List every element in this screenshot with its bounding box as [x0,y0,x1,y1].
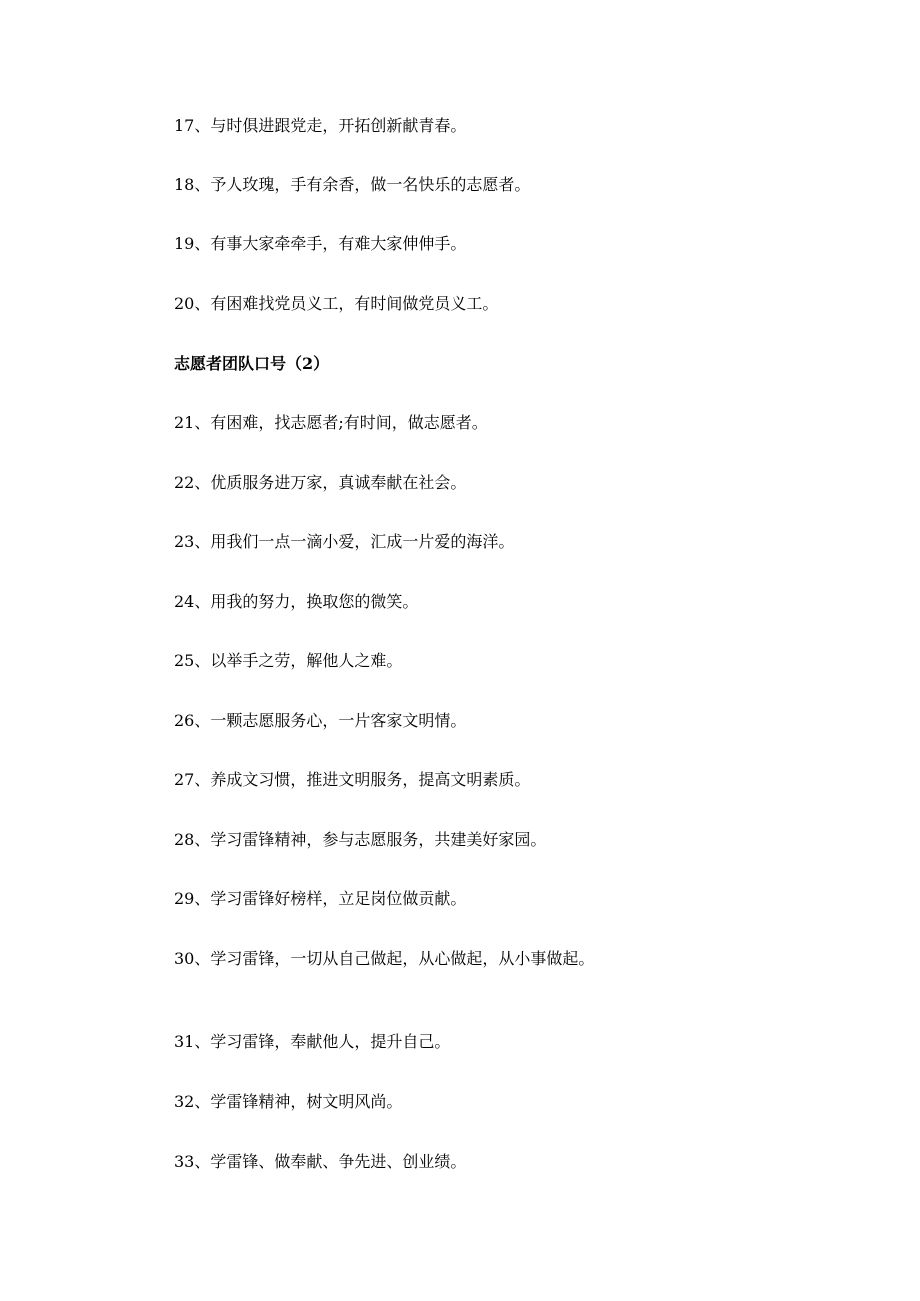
slogan-25: 25、以举手之劳，解他人之难。 [174,651,403,670]
slogan-18: 18、予人玫瑰，手有余香，做一名快乐的志愿者。 [174,175,531,194]
slogan-31: 31、学习雷锋，奉献他人，提升自己。 [174,1032,451,1051]
slogan-22: 22、优质服务进万家，真诚奉献在社会。 [174,473,467,492]
slogan-24: 24、用我的努力，换取您的微笑。 [174,592,419,611]
slogan-21: 21、有困难，找志愿者;有时间，做志愿者。 [174,413,488,432]
slogan-17: 17、与时俱进跟党走，开拓创新献青春。 [174,116,467,135]
slogan-23: 23、用我们一点一滴小爱，汇成一片爱的海洋。 [174,532,515,551]
slogan-30: 30、学习雷锋，一切从自己做起，从心做起，从小事做起。 [174,949,595,968]
slogan-32: 32、学雷锋精神，树文明风尚。 [174,1092,403,1111]
slogan-19: 19、有事大家牵牵手，有难大家伸伸手。 [174,234,467,253]
section-heading: 志愿者团队口号（2） [174,354,330,373]
slogan-20: 20、有困难找党员义工，有时间做党员义工。 [174,294,499,313]
slogan-28: 28、学习雷锋精神，参与志愿服务，共建美好家园。 [174,830,547,849]
slogan-33: 33、学雷锋、做奉献、争先进、创业绩。 [174,1152,467,1171]
slogan-26: 26、一颗志愿服务心，一片客家文明情。 [174,711,467,730]
slogan-29: 29、学习雷锋好榜样，立足岗位做贡献。 [174,889,467,908]
slogan-27: 27、养成文习惯，推进文明服务，提高文明素质。 [174,770,531,789]
